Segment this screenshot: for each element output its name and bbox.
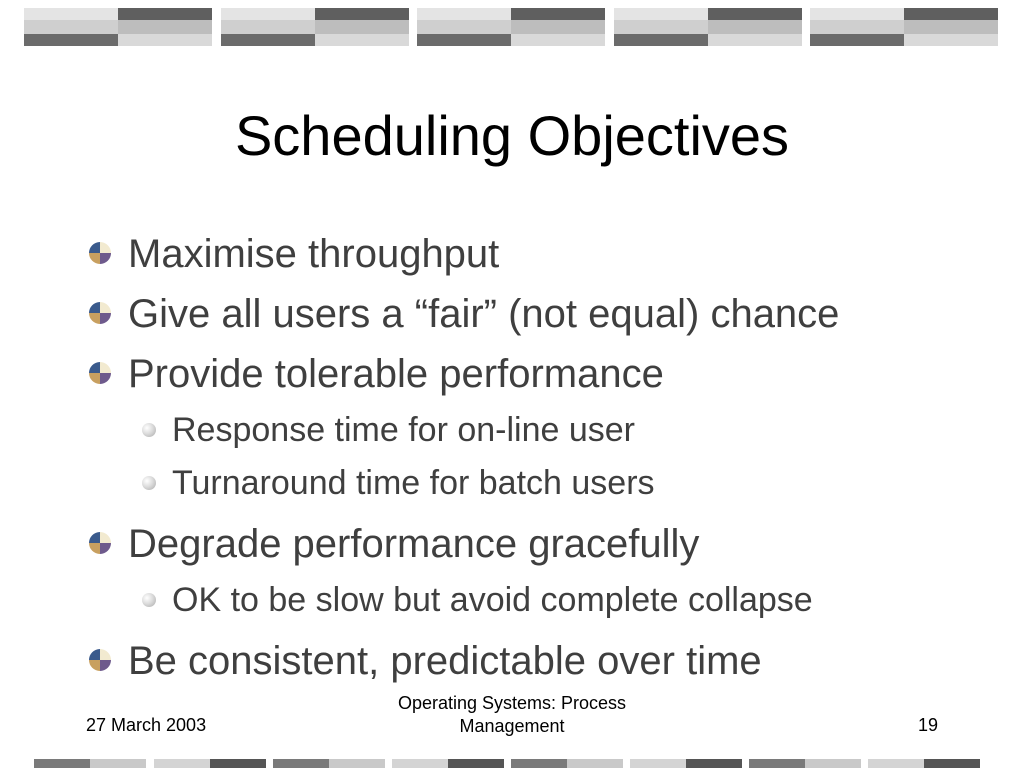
sub-bullet-item <box>86 574 986 627</box>
gray-dot-icon <box>142 423 156 437</box>
sub-bullet-item <box>86 404 986 457</box>
quadrant-ball-icon <box>88 531 112 555</box>
footer-date: 27 March 2003 <box>86 715 207 735</box>
bullet-item <box>86 224 986 284</box>
banner-tile <box>24 8 212 46</box>
sub-bullet-item <box>86 457 986 510</box>
banner-tile <box>417 8 605 46</box>
page-number: 19 <box>917 715 938 735</box>
bottom-decorative-banner <box>34 759 990 768</box>
bullet-list <box>86 224 986 691</box>
bullet-item <box>86 284 986 344</box>
footer-course-title <box>362 692 662 738</box>
quadrant-ball-icon <box>88 648 112 672</box>
bullet-text: Be consistent, predictable over time <box>128 639 762 683</box>
quadrant-ball-icon <box>88 241 112 265</box>
gray-dot-icon <box>142 476 156 490</box>
footer-course-title-line1: Operating Systems: Process <box>397 693 627 713</box>
banner-tile <box>221 8 409 46</box>
bullet-item <box>86 344 986 404</box>
bullet-item <box>86 631 986 691</box>
bullet-text: Maximise throughput <box>128 232 500 276</box>
bullet-text: Provide tolerable performance <box>128 352 664 396</box>
sub-bullet-text: Response time for on-line user <box>172 411 636 449</box>
sub-bullet-text: Turnaround time for batch users <box>172 464 655 502</box>
gray-dot-icon <box>142 593 156 607</box>
slide-title: Scheduling Objectives <box>234 104 790 167</box>
bullet-text: Degrade performance gracefully <box>128 522 700 566</box>
banner-tile <box>614 8 802 46</box>
bullet-text: Give all users a “fair” (not equal) chance <box>128 292 840 336</box>
quadrant-ball-icon <box>88 301 112 325</box>
quadrant-ball-icon <box>88 361 112 385</box>
footer-course-title-line2: Management <box>459 716 565 736</box>
top-decorative-banner <box>24 8 1000 46</box>
bullet-item <box>86 514 986 574</box>
sub-bullet-text: OK to be slow but avoid complete collapse <box>172 581 813 619</box>
banner-tile <box>810 8 998 46</box>
